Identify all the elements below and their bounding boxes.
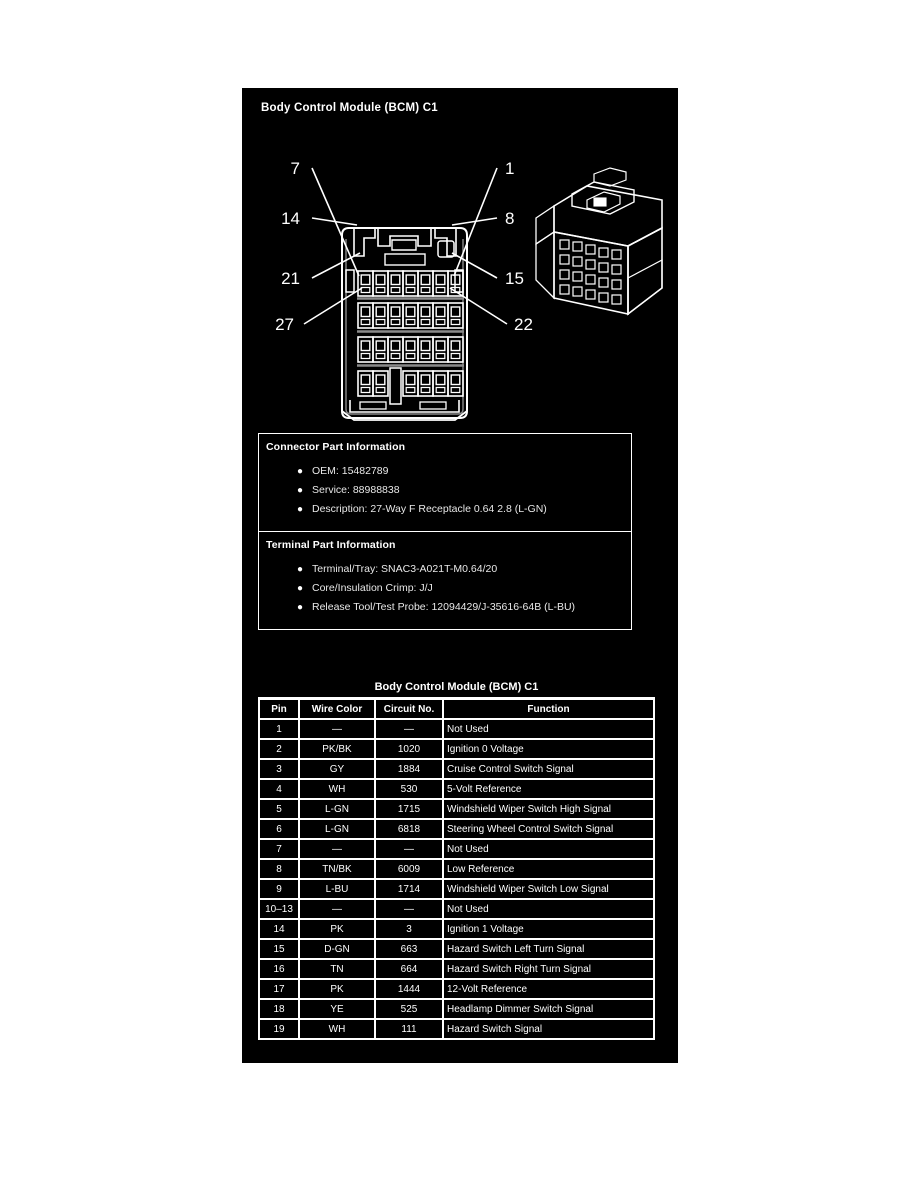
- cell-function: Hazard Switch Right Turn Signal: [443, 959, 654, 979]
- table-header-row: [259, 699, 654, 719]
- table-row: [259, 899, 654, 919]
- cell-function: Low Reference: [443, 859, 654, 879]
- cell-function: Not Used: [443, 899, 654, 919]
- cell-function: Not Used: [443, 719, 654, 739]
- cell-wire-color: —: [299, 839, 375, 859]
- callout-8: 8: [505, 209, 515, 228]
- list-item: [259, 462, 631, 481]
- connector-diagram: [242, 128, 678, 433]
- cell-circuit-no: 530: [375, 779, 443, 799]
- document-sheet: [242, 88, 678, 1063]
- cell-wire-color: L-GN: [299, 819, 375, 839]
- cell-wire-color: L-BU: [299, 879, 375, 899]
- callout-1: 1: [505, 159, 515, 178]
- cell-pin: 14: [259, 919, 299, 939]
- cell-pin: 3: [259, 759, 299, 779]
- terminal-part-information-box: [259, 531, 631, 629]
- cell-circuit-no: 3: [375, 919, 443, 939]
- column-header-function: Function: [443, 699, 654, 719]
- table-row: [259, 779, 654, 799]
- list-item-text: Description: 27-Way F Receptacle 0.64 2.8 (L-GN): [312, 503, 547, 515]
- cell-wire-color: —: [299, 899, 375, 919]
- table-row: [259, 819, 654, 839]
- cell-circuit-no: 525: [375, 999, 443, 1019]
- connector-part-information-box: [259, 434, 631, 531]
- pinout-table-body: [259, 719, 654, 1039]
- table-row: [259, 799, 654, 819]
- cell-function: Windshield Wiper Switch Low Signal: [443, 879, 654, 899]
- cell-wire-color: GY: [299, 759, 375, 779]
- cell-pin: 8: [259, 859, 299, 879]
- cell-wire-color: TN: [299, 959, 375, 979]
- cell-pin: 16: [259, 959, 299, 979]
- page-title: Body Control Module (BCM) C1: [261, 102, 438, 114]
- part-information-panel: [258, 433, 632, 630]
- bullet-icon: ●: [297, 504, 304, 515]
- column-header-circuit-no: Circuit No.: [375, 699, 443, 719]
- table-row: [259, 939, 654, 959]
- table-row: [259, 919, 654, 939]
- bullet-icon: ●: [297, 466, 304, 477]
- terminal-part-information-heading: Terminal Part Information: [266, 539, 396, 551]
- cell-function: Windshield Wiper Switch High Signal: [443, 799, 654, 819]
- cell-pin: 10–13: [259, 899, 299, 919]
- cell-pin: 18: [259, 999, 299, 1019]
- callout-15: 15: [505, 269, 524, 288]
- cell-function: Headlamp Dimmer Switch Signal: [443, 999, 654, 1019]
- table-row: [259, 739, 654, 759]
- table-row: [259, 1019, 654, 1039]
- cell-circuit-no: 663: [375, 939, 443, 959]
- terminal-part-information-list: [259, 551, 631, 629]
- bullet-icon: ●: [297, 602, 304, 613]
- list-item-text: OEM: 15482789: [312, 465, 389, 477]
- table-row: [259, 959, 654, 979]
- list-item-text: Core/Insulation Crimp: J/J: [312, 582, 433, 594]
- cell-wire-color: PK: [299, 979, 375, 999]
- pinout-table-caption: Body Control Module (BCM) C1: [258, 677, 655, 698]
- table-row: [259, 859, 654, 879]
- list-item: [259, 481, 631, 500]
- cell-wire-color: L-GN: [299, 799, 375, 819]
- cell-wire-color: PK/BK: [299, 739, 375, 759]
- cell-pin: 5: [259, 799, 299, 819]
- column-header-pin: Pin: [259, 699, 299, 719]
- cell-wire-color: D-GN: [299, 939, 375, 959]
- cell-function: Ignition 1 Voltage: [443, 919, 654, 939]
- cell-wire-color: WH: [299, 1019, 375, 1039]
- callout-7: 7: [290, 159, 300, 178]
- bullet-icon: ●: [297, 564, 304, 575]
- cell-pin: 19: [259, 1019, 299, 1039]
- cell-circuit-no: —: [375, 719, 443, 739]
- connector-diagram-svg: [242, 128, 678, 433]
- cell-pin: 9: [259, 879, 299, 899]
- table-row: [259, 759, 654, 779]
- table-row: [259, 879, 654, 899]
- callout-14: 14: [281, 209, 300, 228]
- table-row: [259, 839, 654, 859]
- cell-function: Hazard Switch Signal: [443, 1019, 654, 1039]
- cell-circuit-no: 1884: [375, 759, 443, 779]
- cell-circuit-no: 111: [375, 1019, 443, 1039]
- list-item-text: Release Tool/Test Probe: 12094429/J-35616-64B (L-BU): [312, 601, 576, 613]
- list-item: [259, 500, 631, 519]
- cell-function: Hazard Switch Left Turn Signal: [443, 939, 654, 959]
- callout-leader-lines: [304, 168, 507, 324]
- cell-pin: 2: [259, 739, 299, 759]
- connector-part-information-list: [259, 453, 631, 531]
- callout-22: 22: [514, 315, 533, 334]
- cell-function: Cruise Control Switch Signal: [443, 759, 654, 779]
- cell-function: 5-Volt Reference: [443, 779, 654, 799]
- list-item-text: Terminal/Tray: SNAC3-A021T-M0.64/20: [312, 563, 498, 575]
- cell-circuit-no: 6009: [375, 859, 443, 879]
- cell-function: Steering Wheel Control Switch Signal: [443, 819, 654, 839]
- cell-circuit-no: 1444: [375, 979, 443, 999]
- callout-21: 21: [281, 269, 300, 288]
- callout-27: 27: [275, 315, 294, 334]
- connector-face-view: [342, 228, 467, 420]
- list-item-text: Service: 88988838: [312, 484, 400, 496]
- connector-3d-view: [536, 168, 662, 314]
- cell-circuit-no: 1020: [375, 739, 443, 759]
- cell-pin: 6: [259, 819, 299, 839]
- cell-wire-color: PK: [299, 919, 375, 939]
- table-row: [259, 719, 654, 739]
- pinout-table-container: [258, 677, 655, 1040]
- column-header-wire-color: Wire Color: [299, 699, 375, 719]
- list-item: [259, 579, 631, 598]
- cell-function: 12-Volt Reference: [443, 979, 654, 999]
- connector-part-information-heading: Connector Part Information: [266, 441, 406, 453]
- cell-wire-color: —: [299, 719, 375, 739]
- cell-function: Not Used: [443, 839, 654, 859]
- cell-wire-color: WH: [299, 779, 375, 799]
- cell-pin: 4: [259, 779, 299, 799]
- table-row: [259, 979, 654, 999]
- cell-function: Ignition 0 Voltage: [443, 739, 654, 759]
- cell-circuit-no: 1714: [375, 879, 443, 899]
- cell-pin: 7: [259, 839, 299, 859]
- list-item: [259, 598, 631, 617]
- pinout-table: [258, 677, 655, 1040]
- cell-wire-color: YE: [299, 999, 375, 1019]
- cell-circuit-no: —: [375, 899, 443, 919]
- table-row: [259, 999, 654, 1019]
- bullet-icon: ●: [297, 485, 304, 496]
- cell-wire-color: TN/BK: [299, 859, 375, 879]
- bullet-icon: ●: [297, 583, 304, 594]
- cell-pin: 15: [259, 939, 299, 959]
- list-item: [259, 560, 631, 579]
- cell-circuit-no: 664: [375, 959, 443, 979]
- cell-circuit-no: 1715: [375, 799, 443, 819]
- cell-circuit-no: —: [375, 839, 443, 859]
- cell-pin: 17: [259, 979, 299, 999]
- cell-circuit-no: 6818: [375, 819, 443, 839]
- cell-pin: 1: [259, 719, 299, 739]
- callout-labels: [275, 159, 533, 334]
